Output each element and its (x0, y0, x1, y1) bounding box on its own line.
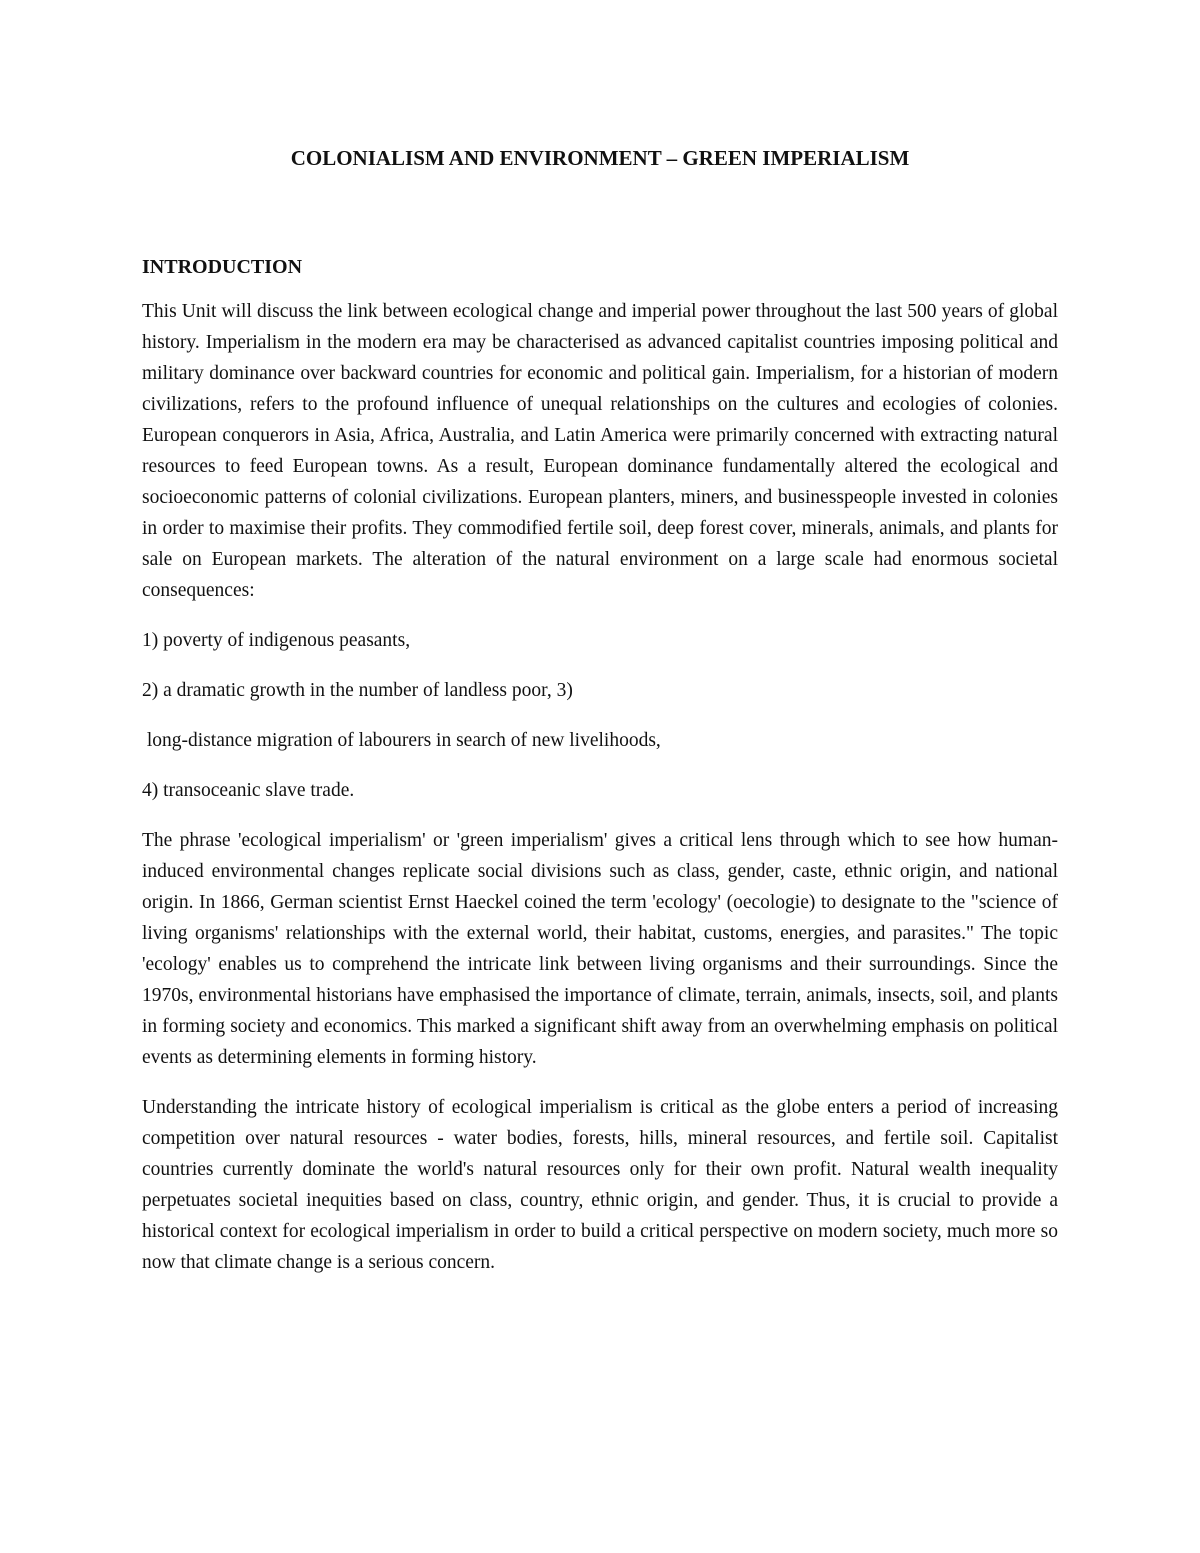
document-body (142, 143, 1058, 1297)
list-item-3: long-distance migration of labourers in search of new livelihoods, (142, 730, 661, 751)
paragraph-introduction: This Unit will discuss the link between ecological change and imperial power throughout the last 500 years of global history. Imperialism in the modern era may be characterised as advanced capitalist countries imposing political and military dominance over backward countries for economic and political gain. Imperialism, for a historian of modern civilizations, refers to the profound influence of unequal relationships on the cultures and ecologies of colonies. European conquerors in Asia, Africa, Australia, and Latin America were primarily concerned with extracting natural resources to feed European towns. As a result, European dominance fundamentally altered the ecological and socioeconomic patterns of colonial civilizations. European planters, miners, and businesspeople invested in colonies in order to maximise their profits. They commodified fertile soil, deep forest cover, minerals, animals, and plants for sale on European markets. The alteration of the natural environment on a large scale had enormous societal consequences: (142, 301, 1058, 601)
list-item-1: 1) poverty of indigenous peasants, (142, 630, 411, 651)
paragraph-ecological-imperialism: The phrase 'ecological imperialism' or 'green imperialism' gives a critical lens through which to see how human-induced environmental changes replicate social divisions such as class, gender, caste, ethnic origin, and national origin. In 1866, German scientist Ernst Haeckel coined the term 'ecology' (oecologie) to designate to the "science of living organisms' relationships with the external world, their habitat, customs, energies, and parasites." The topic 'ecology' enables us to comprehend the intricate link between living organisms and their surroundings. Since the 1970s, environmental historians have emphasised the importance of climate, terrain, animals, insects, soil, and plants in forming society and economics. This marked a significant shift away from an overwhelming emphasis on political events as determining elements in forming history. (142, 830, 1058, 1068)
list-item-4: 4) transoceanic slave trade. (142, 780, 355, 801)
paragraph-understanding-history: Understanding the intricate history of ecological imperialism is critical as the globe enters a period of increasing competition over natural resources - water bodies, forests, hills, mineral resources, and fertile soil. Capitalist countries currently dominate the world's natural resources only for their own profit. Natural wealth inequality perpetuates societal inequities based on class, country, ethnic origin, and gender. Thus, it is crucial to provide a historical context for ecological imperialism in order to build a critical perspective on modern society, much more so now that climate change is a serious concern. (142, 1097, 1058, 1273)
list-item-2: 2) a dramatic growth in the number of landless poor, 3) (142, 680, 573, 701)
section-heading-introduction: INTRODUCTION (142, 256, 303, 278)
document-title: COLONIALISM AND ENVIRONMENT – GREEN IMPERIALISM (290, 146, 910, 170)
